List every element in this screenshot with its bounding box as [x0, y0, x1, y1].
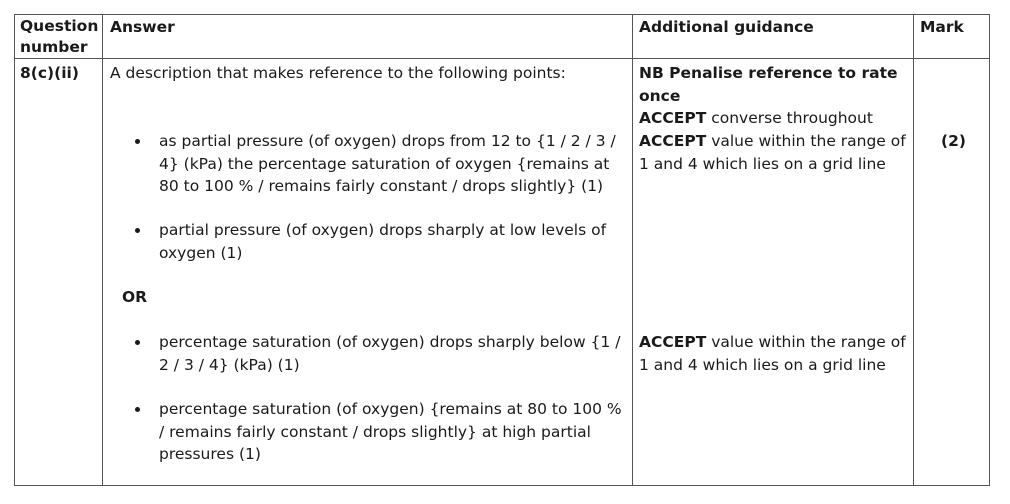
header-answer: Answer	[110, 18, 175, 36]
header-additional-guidance: Additional guidance	[639, 18, 814, 36]
guidance-accept-range	[639, 130, 909, 175]
header-divider	[15, 58, 989, 59]
bullet-icon	[135, 340, 140, 345]
answer-bullet: percentage saturation (of oxygen) {remains at 80 to 100 % / remains fairly constant / drops slightly} at high partial pressures (1)	[159, 400, 622, 463]
answer-bullet: as partial pressure (of oxygen) drops from 12 to {1 / 2 / 3 / 4} (kPa) the percentage saturation of oxygen {remains at 80 to 100 % / remains fairly constant / drops slightly} (1)	[159, 132, 616, 195]
column-divider	[102, 15, 103, 485]
bullet-icon	[135, 139, 140, 144]
header-question-number: Question number	[20, 17, 99, 56]
answer-bullet: partial pressure (of oxygen) drops sharply at low levels of oxygen (1)	[159, 221, 607, 262]
question-number: 8(c)(ii)	[20, 64, 79, 82]
accept-text: value within the range of 1 and 4 which lies on a grid line	[639, 132, 906, 173]
accept-keyword: ACCEPT	[639, 333, 707, 351]
answer-bullet: percentage saturation (of oxygen) drops sharply below {1 / 2 / 3 / 4} (kPa) (1)	[159, 333, 621, 374]
header-mark: Mark	[920, 18, 964, 36]
bullet-icon	[135, 407, 140, 412]
bullet-icon	[135, 228, 140, 233]
accept-keyword: ACCEPT	[639, 132, 707, 150]
answer-intro: A description that makes reference to the following points:	[110, 64, 566, 82]
accept-keyword: ACCEPT	[639, 109, 707, 127]
column-divider	[913, 15, 914, 485]
or-label: OR	[122, 288, 148, 306]
mark-value: (2)	[941, 132, 966, 150]
accept-text: value within the range of 1 and 4 which lies on a grid line	[639, 333, 906, 374]
guidance-nb: NB Penalise reference to rate once	[639, 64, 898, 105]
guidance-accept-converse	[639, 107, 909, 130]
accept-text: converse throughout	[706, 109, 873, 127]
column-divider	[632, 15, 633, 485]
mark-scheme-table	[14, 14, 990, 486]
guidance-accept-range	[639, 331, 909, 376]
